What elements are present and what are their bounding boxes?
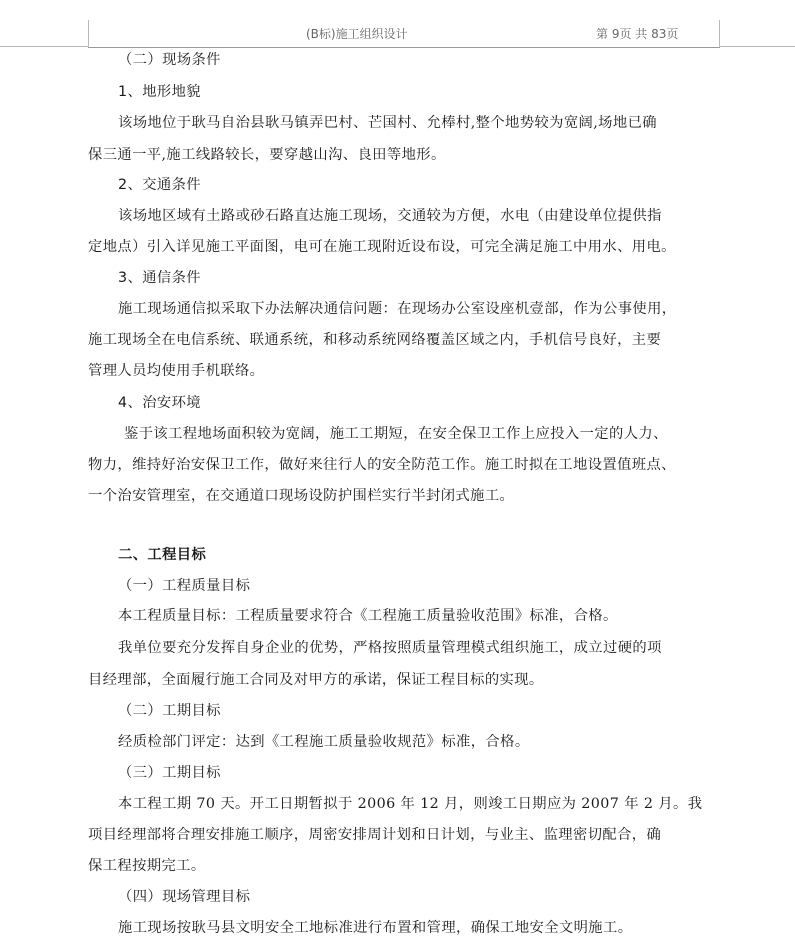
subsection-heading: 4、治安环境 — [118, 395, 201, 411]
paragraph-line: 施工现场按耿马县文明安全工地标准进行布置和管理，确保工地安全文明施工。 — [118, 920, 633, 936]
paragraph-line: 施工现场通信拟采取下办法解决通信问题：在现场办公室设座机壹部，作为公事使用， — [118, 301, 677, 317]
subsection-heading: （二）现场条件 — [118, 52, 221, 68]
paragraph-line: 保工程按期完工。 — [88, 858, 206, 874]
paragraph-line: 物力，维持好治安保卫工作，做好来往行人的安全防范工作。施工时拟在工地设置值班点、 — [88, 457, 676, 473]
crop-line-left — [0, 46, 89, 47]
paragraph-line: 施工现场全在电信系统、联通系统，和移动系统网络覆盖区域之内，手机信号良好，主要 — [88, 332, 662, 348]
paragraph-line: 该场地区域有土路或砂石路直达施工现场，交通较为方便，水电（由建设单位提供指 — [118, 208, 662, 224]
paragraph-line: 本工程工期 70 天。开工日期暂拟于 2006 年 12 月，则竣工日期应为 2007 年 2 月。我 — [118, 796, 703, 812]
paragraph-line: 鉴于该工程地场面积较为宽阔，施工工期短，在安全保卫工作上应投入一定的人力、 — [124, 426, 668, 442]
subsection-heading: （三）工期目标 — [118, 765, 221, 781]
subsection-heading: （一）工程质量目标 — [118, 578, 251, 594]
subsection-heading: 1、地形地貌 — [118, 84, 201, 100]
subsection-heading: （四）现场管理目标 — [118, 889, 251, 905]
crop-line-right — [719, 46, 795, 47]
subsection-heading: 2、交通条件 — [118, 177, 201, 193]
paragraph-line: 我单位要充分发挥自身企业的优势，严格按照质量管理模式组织施工，成立过硬的项 — [118, 640, 662, 656]
paragraph-line: 经质检部门评定：达到《工程施工质量验收规范》标准，合格。 — [118, 734, 530, 750]
header-title: (B标)施工组织设计 — [306, 27, 408, 41]
paragraph-line: 一个治安管理室，在交通道口现场设防护围栏实行半封闭式施工。 — [88, 488, 515, 504]
section-heading: 二、工程目标 — [118, 547, 207, 563]
paragraph-line: 目经理部，全面履行施工合同及对甲方的承诺，保证工程目标的实现。 — [88, 672, 544, 688]
paragraph-line: 本工程质量目标：工程质量要求符合《工程施工质量验收范围》标准，合格。 — [118, 608, 618, 624]
paragraph-line: 管理人员均使用手机联络。 — [88, 363, 265, 379]
subsection-heading: 3、通信条件 — [118, 270, 201, 286]
header-page-number: 第 9页 共 83页 — [596, 27, 679, 41]
subsection-heading: （二）工期目标 — [118, 703, 221, 719]
paragraph-line: 保三通一平,施工线路较长，要穿越山沟、良田等地形。 — [88, 147, 446, 163]
paragraph-line: 定地点）引入详见施工平面图，电可在施工现附近设布设，可完全满足施工中用水、用电。 — [88, 239, 676, 255]
page-header — [88, 20, 720, 48]
paragraph-line: 项目经理部将合理安排施工顺序，周密安排周计划和日计划，与业主、监理密切配合，确 — [88, 827, 662, 843]
paragraph-line: 该场地位于耿马自治县耿马镇弄巴村、芒国村、允棒村,整个地势较为宽阔,场地已确 — [118, 115, 657, 131]
